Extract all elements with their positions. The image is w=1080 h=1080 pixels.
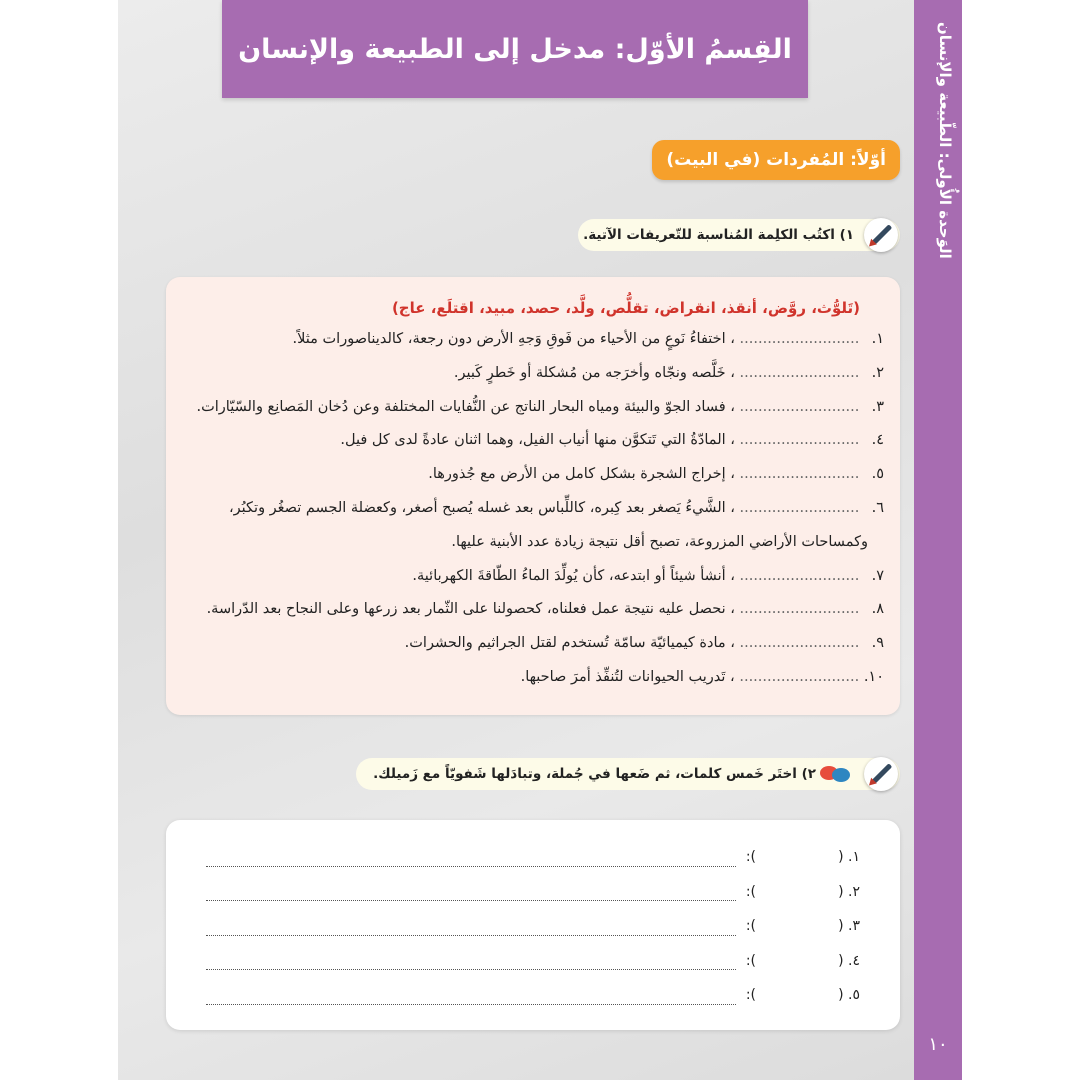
answer-number: ٥. (: [838, 987, 860, 1003]
vocab-exercise-box: [166, 277, 900, 715]
section-title-banner: [222, 0, 808, 98]
answer-close: ):: [745, 918, 756, 934]
answer-blank[interactable]: ..........................: [739, 364, 860, 381]
definition-continuation: [182, 526, 884, 560]
definition-row: [182, 323, 884, 357]
answer-number: ٤. (: [838, 952, 860, 969]
answer-blank[interactable]: ..........................: [739, 331, 860, 347]
page-number: [920, 1030, 956, 1060]
definition-number: ٤.: [871, 432, 884, 449]
definition-text: ، الشَّيءُ يَصغر بعد كِبره، كاللِّباس بعد غسله يُصبح أصغر، وكعضلة الجسم تصغُر وتكبُر،: [228, 499, 735, 516]
question-1-bar: [578, 219, 900, 251]
definition-row: [182, 560, 884, 594]
definition-text: ، اختفاءُ نَوعٍ من الأحياء من فَوقِ وَجهِ الأرض دون رجعة، كالديناصورات مثلاً.: [292, 331, 735, 347]
answer-blank[interactable]: ..........................: [739, 398, 860, 415]
answer-blank[interactable]: ..........................: [739, 432, 860, 449]
pen-icon: [864, 218, 898, 252]
answer-close: ):: [745, 987, 756, 1003]
page-number-text: ١٠: [928, 1034, 948, 1055]
sentence-answer-box: [166, 820, 900, 1030]
answer-blank[interactable]: ..........................: [739, 635, 860, 652]
definition-number: ١٠.: [863, 668, 884, 685]
answer-blank[interactable]: ..........................: [739, 466, 860, 483]
definition-number: ٥.: [871, 466, 884, 483]
definition-text: ، فساد الجوّ والبيئة ومياه البحار الناتج عن النُّفايات المختلفة وعن دُخان المَصانِع والسّيّارات.: [196, 398, 735, 415]
definition-row: [182, 357, 884, 391]
word-bank: (تَلوُّث، روَّض، أنقذ، انقراض، تقلُّص، ولَّد، حصد، مبيد، اقتلَع، عاج): [391, 299, 860, 317]
definition-text: ، إخراج الشجرة بشكل كامل من الأرض مع جُذورها.: [428, 466, 735, 483]
sentence-line[interactable]: [206, 848, 736, 867]
definition-row: [182, 458, 884, 492]
definition-row: [182, 627, 884, 661]
unit-side-strip: [914, 0, 962, 1080]
definition-text: ، نحصل عليه نتيجة عمل فعلناه، كحصولنا على الثّمار بعد زرعها وعلى النجاح بعد الدّراسة.: [206, 601, 735, 618]
sentence-line[interactable]: [206, 951, 736, 970]
answer-blank[interactable]: ..........................: [739, 499, 860, 516]
unit-title: الوَحدة الأُولى: الطّبيعة والإنسان: [936, 22, 954, 259]
answer-number: ٢. (: [838, 883, 860, 900]
definition-row: [182, 424, 884, 458]
definition-row: [182, 492, 884, 526]
definition-text: ، أنشأ شيئاً أو ابتدعه، كأن يُولِّدَ الماءُ الطّاقةَ الكهربائية.: [412, 567, 735, 584]
answer-blank[interactable]: ..........................: [739, 601, 860, 618]
definition-text: وكمساحات الأراضي المزروعة، تصبح أقل نتيجة زيادة عدد الأبنية عليها.: [451, 533, 868, 550]
answer-blank[interactable]: ..........................: [739, 668, 860, 685]
answer-row: [206, 978, 860, 1013]
answer-row: [206, 875, 860, 910]
pen-icon: [864, 757, 898, 791]
section-title: القِسمُ الأوّل: مدخل إلى الطبيعة والإنسان: [238, 33, 792, 65]
answer-blank[interactable]: ..........................: [739, 567, 860, 584]
definition-row: [182, 661, 884, 695]
answer-number: ٣. (: [838, 918, 860, 934]
answer-number: ١. (: [838, 849, 860, 865]
vocab-heading: [652, 140, 900, 180]
definition-number: ٨.: [871, 601, 884, 618]
answer-row: [206, 944, 860, 979]
definition-number: ٣.: [871, 398, 884, 415]
sentence-line[interactable]: [206, 986, 736, 1005]
question-1-text: ١) اكتُب الكلِمة المُناسبة للتّعريفات الآتية.: [583, 227, 854, 243]
answer-close: ):: [745, 849, 756, 865]
sentence-line[interactable]: [206, 917, 736, 936]
answer-row: [206, 840, 860, 875]
definition-text: ، مادة كيميائيّة سامّة تُستخدم لقتل الجراثيم والحشرات.: [404, 635, 735, 652]
answer-close: ):: [745, 883, 756, 900]
definition-row: [182, 593, 884, 627]
definition-number: ٩.: [871, 635, 884, 652]
definition-text: ، خَلَّصه ونجّاه وأخرَجه من مُشكلة أو خَطرٍ كَبير.: [453, 364, 735, 381]
answer-row: [206, 909, 860, 944]
sentence-line[interactable]: [206, 882, 736, 901]
vocab-heading-text: أوّلاً: المُفردات (في البيت): [666, 150, 886, 170]
conversation-icon: [818, 764, 852, 784]
question-2-text: ٢) اختَر خَمس كلمات، ثم ضَعها في جُملة، وتبادَلها شَفويّاً مع زَميلك.: [373, 766, 816, 782]
definition-text: ، المادّةُ التي تَتكوَّن منها أنياب الفيل، وهما اثنان عادةً لدى كل فيل.: [340, 432, 735, 449]
definition-text: ، تَدريب الحيوانات لتُنفِّذ أمرَ صاحبها.: [520, 668, 735, 685]
definition-row: [182, 391, 884, 425]
answer-close: ):: [745, 952, 756, 969]
definition-number: ١.: [871, 331, 884, 347]
definition-number: ٢.: [871, 364, 884, 381]
definition-number: ٧.: [871, 567, 884, 584]
definition-number: ٦.: [871, 499, 884, 516]
